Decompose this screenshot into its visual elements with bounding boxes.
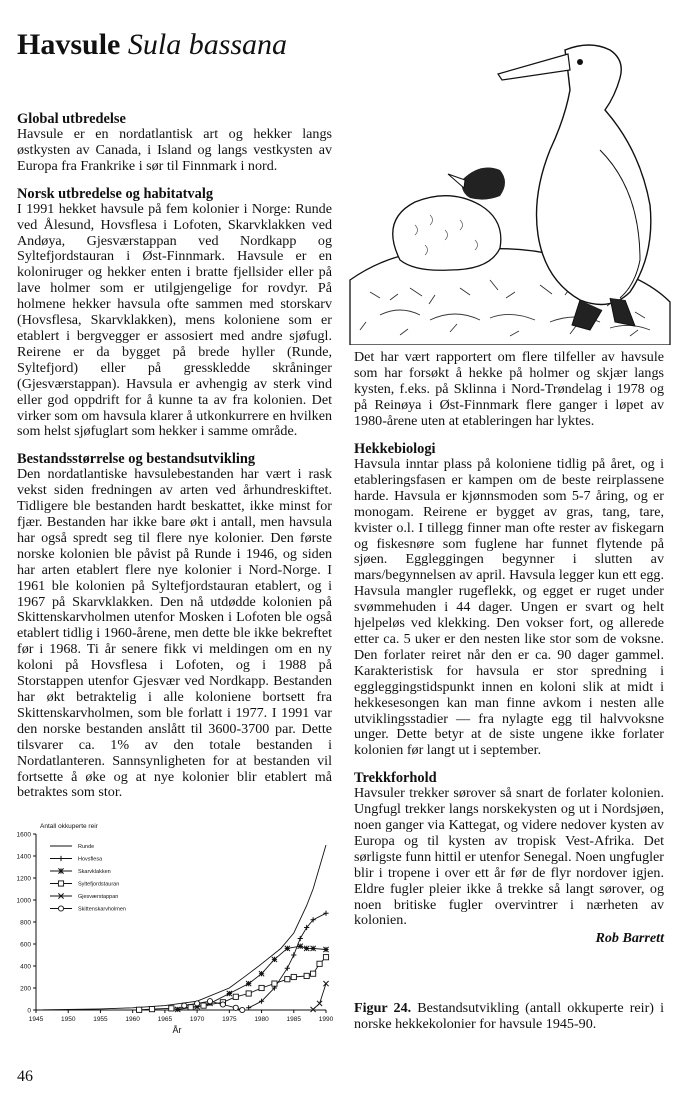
x-tick-label: 1990 (318, 1016, 334, 1023)
data-point (272, 981, 277, 986)
legend-item (50, 856, 103, 863)
legend-item (50, 881, 119, 888)
x-tick-label: 1970 (189, 1016, 205, 1023)
legend-label: Syltefjordstauran (78, 881, 120, 888)
series-line (249, 913, 326, 1008)
section-body: Havsuler trekker sørover så snart de forlater kolonien. Ungfugl trekker langs norskekysten og ut i Nordsjøen, noen ganger via Kattegat, og videre nedover kysten av Europa og til kysten av tropisk Vest-Afrika. Det sørligste funn hittil er utenfor Senegal. Noen ungfugler blir i tropene i over ett år før de flyr nordover igjen. Eldre fugler pleier ikke å trekke så langt sørover, og noen britiske fugler overvintrer i nærheten av kolonien. (354, 785, 664, 929)
data-point (285, 966, 290, 971)
series-line (313, 984, 326, 1010)
page-number: 46 (17, 1068, 33, 1085)
data-point (323, 911, 328, 916)
data-point (220, 1002, 225, 1007)
data-point (259, 985, 264, 990)
section-body: I 1991 hekket havsule på fem kolonier i Norge: Runde ved Ålesund, Hovsflesa i Lofoten, Skarvklakken ved Andøya, Gjesværstappan ved Nordkapp og Syltefjordstauran i Øst-Finnmark. Havsule er en koloniruger og hekker enten i bratte fjellsider eller på lave holmer som er utilgjengelige for rovdyr. På holmene hekker havsula ofte sammen med storskarv (Hovsflesa, Skarvklakken), mens koloniene som er etablert i bergvegger er assosiert med andre sjøfugl. Reirene er da bygget på brede hyller (Runde, Syltefjord) eller på gresskledde skråninger (Gjesværstappan). Havsula er avhengig av sterk vind eller god oppdrift for å kunne ta av fra kolonien. Det virker som om havsula klarer å utkonkurrere en hvilken som helst sjøfuglart som hekker i samme område. (17, 200, 332, 440)
data-point (291, 974, 296, 979)
x-tick-label: 1960 (125, 1016, 140, 1023)
y-tick-label: 0 (27, 1007, 31, 1015)
legend-label: Skarvklakken (78, 869, 111, 875)
section-global-distribution (17, 111, 332, 175)
page-title (17, 28, 287, 62)
data-point (323, 955, 328, 960)
data-point (58, 881, 63, 886)
section-body: Havsule er en nordatlantisk art og hekker langs østkysten av Canada, i Island og langs vestkysten av Europa fra Frankrike i sør til Finnmark i nord. (17, 126, 332, 174)
data-point (298, 936, 303, 941)
data-point (233, 994, 238, 999)
chart-legend (50, 844, 126, 913)
data-point (169, 1006, 174, 1011)
y-tick-label: 800 (20, 919, 31, 927)
data-point (298, 944, 303, 949)
series-syltefjordstauran (137, 955, 329, 1013)
x-tick-label: 1975 (222, 1016, 237, 1023)
data-point (188, 1005, 193, 1010)
y-tick-label: 1200 (16, 875, 31, 883)
data-point (58, 868, 63, 873)
figure-label: Figur 24. (354, 1000, 412, 1016)
y-tick-label: 1000 (16, 897, 31, 905)
series-line (139, 957, 326, 1010)
data-point (227, 991, 232, 996)
legend-item (50, 844, 94, 850)
section-heading: Norsk utbredelse og habitatvalg (17, 185, 214, 202)
data-point (323, 947, 328, 952)
x-tick-label: 1955 (93, 1016, 108, 1023)
population-chart (0, 812, 345, 1068)
x-tick-label: 1980 (254, 1016, 269, 1023)
legend-item (50, 893, 118, 900)
x-axis-label: År (172, 1025, 182, 1035)
legend-label: Skittenskarvholmen (78, 906, 126, 913)
section-migration (354, 770, 664, 947)
left-column (17, 111, 332, 812)
section-heading: Hekkebiologi (354, 441, 436, 457)
data-point (149, 1007, 154, 1012)
figure-caption (354, 1000, 664, 1032)
data-point (285, 977, 290, 982)
data-point (272, 957, 277, 962)
data-point (259, 971, 264, 976)
data-point (311, 971, 316, 976)
x-tick-label: 1985 (286, 1016, 302, 1023)
data-point (58, 856, 63, 861)
data-point (323, 981, 328, 986)
legend-item (50, 906, 126, 913)
x-tick-label: 1945 (28, 1016, 44, 1023)
data-point (240, 1007, 245, 1012)
legend-label: Runde (78, 844, 95, 850)
data-point (233, 1005, 238, 1010)
gannet-illustration (340, 30, 675, 345)
section-heading: Trekkforhold (354, 770, 437, 787)
section-body: Den nordatlantiske havsulebestanden har vært i rask vekst siden fredningen av arten ved århundreskiftet. Tidligere ble bestanden hardt beskattet, ikke minst for fjær. Bestanden har ikke bare økt i antall, men havsula har også spredt seg til flere nye kolonier. Den første norske kolonien ble påvist på Runde i 1946, og siden har arten etablert flere nye kolonier i Nord-Norge. I 1961 ble kolonien på Syltefjordstauran etablert, og i 1967 på Skarvklakken. Den nå utdødde kolonien på Skittenskarvholmen utenfor Mosken i Lofoten ble også etablert tidlig i 1960-årene, men dette ble ikke bekreftet før i 1968. Ti år senere fikk vi meldingen om en ny koloni på Hovsflesa i Lofoten, og i 1988 på Storstappen utenfor Gjesvær ved Nordkapp. Bestanden har økt betraktelig i alle koloniene bortsett fra Skittenskarvholmen, som ble forlatt i 1977. I 1991 var den norske bestanden anslått til 3600-3700 par. Dette tilsvarer ca. 1% av den totale bestanden i Nordatlanteren. Sannsynligheten for at bestanden vil fortsette å øke og at nye kolonier blir etablert må betraktes som stor. (17, 466, 332, 801)
data-point (285, 946, 290, 951)
series-gjesværstappan (311, 981, 329, 1012)
y-tick-label: 600 (20, 941, 31, 949)
data-point (182, 1003, 187, 1008)
legend-item (50, 868, 111, 875)
data-point (58, 906, 63, 911)
y-tick-label: 200 (20, 985, 31, 993)
data-point (317, 1001, 322, 1006)
x-tick-label: 1950 (60, 1016, 76, 1023)
data-point (311, 1007, 316, 1012)
x-tick-label: 1965 (157, 1016, 173, 1023)
y-tick-label: 1400 (16, 853, 31, 861)
data-point (304, 946, 309, 951)
legend-label: Hovsflesa (78, 856, 103, 863)
data-point (201, 1003, 206, 1008)
section-breeding-biology (354, 441, 664, 759)
data-point (311, 946, 316, 951)
section-body: Havsula inntar plass på koloniene tidlig på året, og i etableringsfasen er kampen om de beste reirplassene harde. Havsula er kjønnsmoden som 5-7 åring, og er monogam. Reirene er bygget av gras, tang, tare, kvister o.l. I tillegg finner man ofte rester av fiskegarn og fiskesnøre som fuglene har funnet flytende på sjøen. Eggleggingen begynner i slutten av mars/begynnelsen av april. Havsula legger kun ett egg. Havsula mangler rugeflekk, og egget er ruget under svømmehuden i 44 dager. Ungen er svart og helt hjelpeløs ved klekking. Den vokser fort, og allerede etter ca. 5 uker er den nesten like stor som de voksne. Den forlater reiret når den er ca. 90 dager gammel. Karakteristisk for havsula er stor spredning i eggleggingstidspunkt innen en koloni slik at midt i hekkesesongen kan man finne avkom i nesten alle utviklingsstadier — fra nylagte egg til halvvoksne unger. Dette betyr at de siste ungene ikke forlater kolonien før langt ut i september. (354, 456, 664, 759)
y-tick-label: 1600 (16, 831, 31, 839)
y-tick-label: 400 (20, 963, 31, 971)
section-population (17, 451, 332, 801)
figure-caption-text: Bestandsutvikling (antall okkuperte reir) i norske hekkekolonier for havsule 1945-90. (354, 1000, 664, 1032)
data-point (246, 991, 251, 996)
data-point (317, 961, 322, 966)
chart-axes (17, 823, 334, 1035)
author-signature: Rob Barrett (595, 930, 664, 947)
right-intro (354, 350, 664, 430)
data-point (291, 952, 296, 957)
data-point (304, 973, 309, 978)
data-point (195, 1001, 200, 1006)
series-hovsflesa (246, 911, 329, 1011)
intro-paragraph: Det har vært rapportert om flere tilfeller av havsule som har forsøkt å hekke på holmer og skjær langs kysten, f.eks. på Sklinna i Nord-Trøndelag i 1978 og på Reinøya i Øst-Finnmark flere ganger i løpet av 1980-årene uten at etableringen har lyktes. (354, 349, 664, 429)
title-latin-name: Sula bassana (127, 28, 288, 61)
data-point (246, 981, 251, 986)
section-heading: Bestandsstørrelse og bestandsutvikling (17, 451, 256, 468)
y-axis-label: Antall okkuperte reir (40, 823, 98, 830)
data-point (137, 1007, 142, 1012)
right-column (354, 441, 664, 958)
section-heading: Global utbredelse (17, 111, 126, 127)
data-point (207, 999, 212, 1004)
legend-label: Gjesværstappan (78, 894, 119, 900)
title-common-name: Havsule (17, 28, 121, 61)
section-norwegian-distribution (17, 186, 332, 441)
